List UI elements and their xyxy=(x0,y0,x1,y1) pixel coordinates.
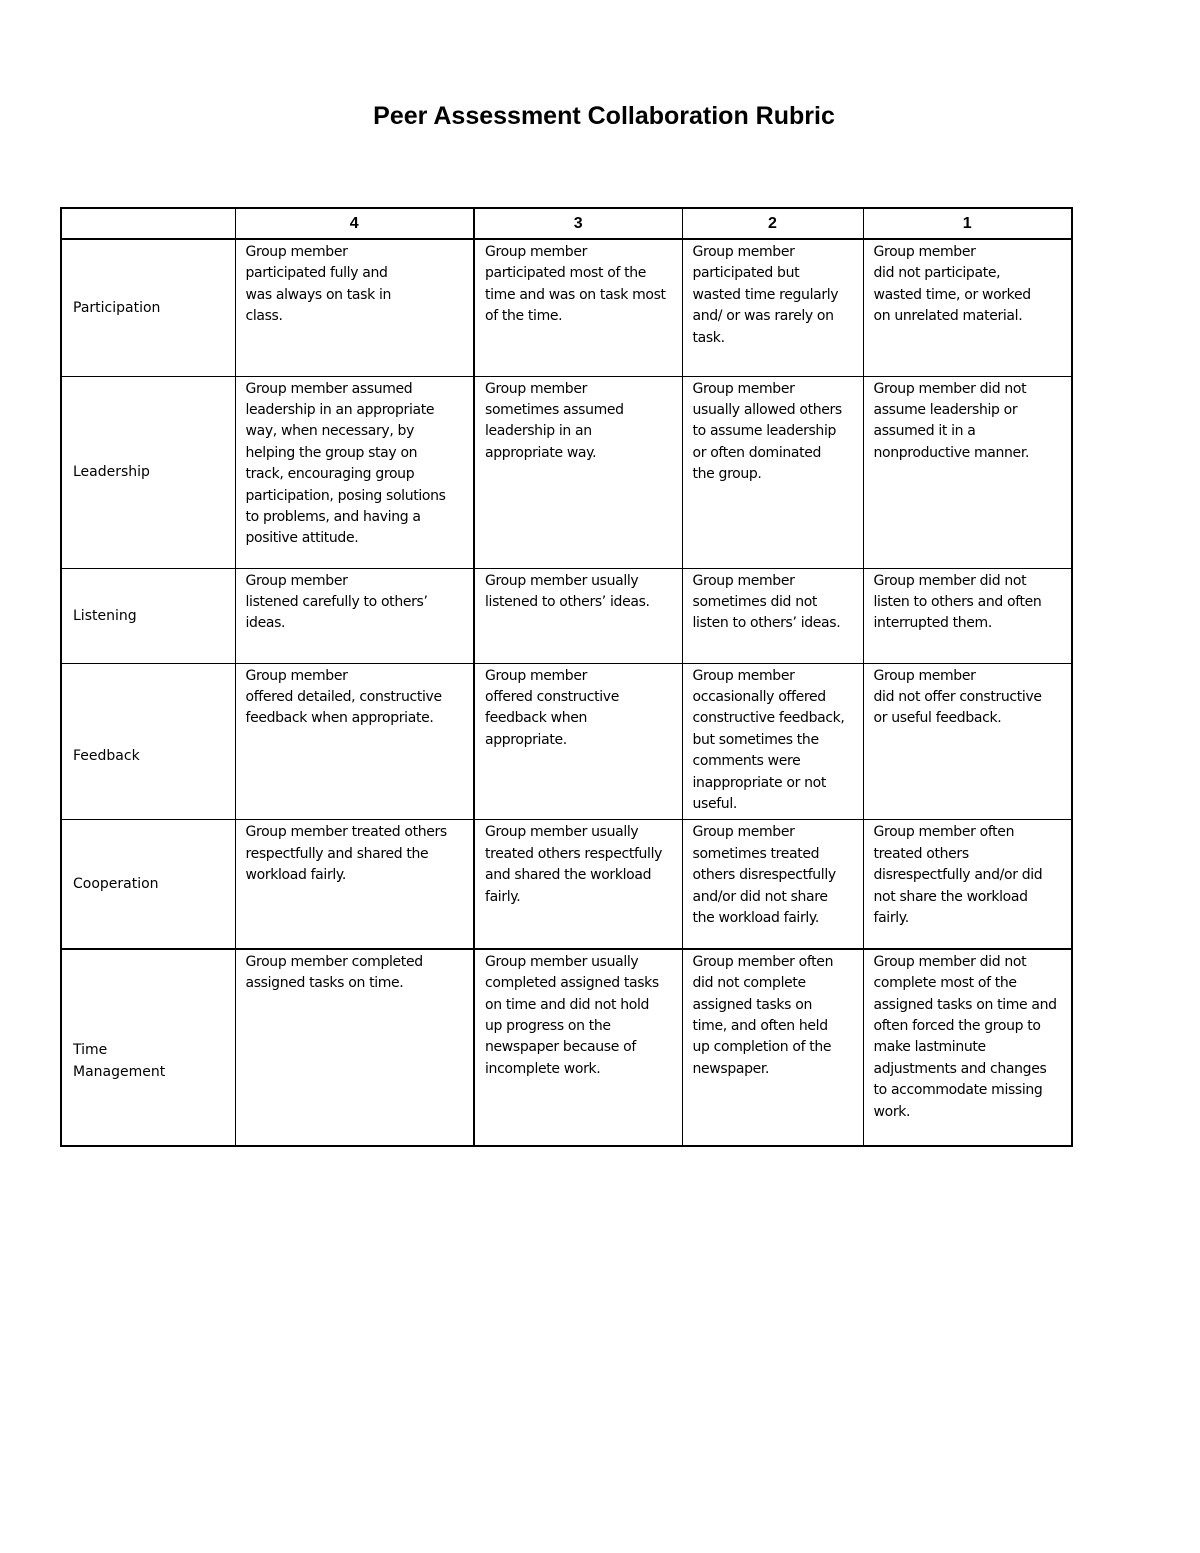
row-listening xyxy=(61,568,1072,663)
header-level-3: 3 xyxy=(474,208,682,239)
row-feedback xyxy=(61,663,1072,820)
listening-level-2: Group member sometimes did not listen to others’ ideas. xyxy=(682,568,863,663)
participation-level-1: Group member did not participate, wasted time, or worked on unrelated material. xyxy=(863,239,1072,376)
listening-level-4: Group member listened carefully to others’ ideas. xyxy=(235,568,474,663)
row-leadership xyxy=(61,376,1072,568)
listening-level-3: Group member usually listened to others’ ideas. xyxy=(474,568,682,663)
participation-level-3: Group member participated most of the time and was on task most of the time. xyxy=(474,239,682,376)
feedback-level-2: Group member occasionally offered constructive feedback, but sometimes the comments were inappropriate or not useful. xyxy=(682,663,863,820)
listening-level-1: Group member did not listen to others and often interrupted them. xyxy=(863,568,1072,663)
leadership-level-1: Group member did not assume leadership or assumed it in a nonproductive manner. xyxy=(863,376,1072,568)
cooperation-level-3: Group member usually treated others respectfully and shared the workload fairly. xyxy=(474,820,682,949)
cooperation-level-4: Group member treated others respectfully and shared the workload fairly. xyxy=(235,820,474,949)
page-title: Peer Assessment Collaboration Rubric xyxy=(373,102,835,130)
time-management-level-4: Group member completed assigned tasks on time. xyxy=(235,949,474,1146)
row-cooperation xyxy=(61,820,1072,949)
leadership-level-3: Group member sometimes assumed leadership in an appropriate way. xyxy=(474,376,682,568)
cooperation-level-1: Group member often treated others disrespectfully and/or did not share the workload fairly. xyxy=(863,820,1072,949)
feedback-level-4: Group member offered detailed, constructive feedback when appropriate. xyxy=(235,663,474,820)
feedback-level-1: Group member did not offer constructive or useful feedback. xyxy=(863,663,1072,820)
header-level-1: 1 xyxy=(863,208,1072,239)
participation-level-4: Group member participated fully and was always on task in class. xyxy=(235,239,474,376)
header-row xyxy=(61,208,1072,239)
leadership-level-4: Group member assumed leadership in an appropriate way, when necessary, by helping the group stay on track, encouraging group participation, posing solutions to problems, and having a positive attitude. xyxy=(235,376,474,568)
header-level-4: 4 xyxy=(235,208,474,239)
row-time-management xyxy=(61,949,1072,1146)
criterion-time-management: Time Management xyxy=(61,949,235,1146)
criterion-leadership: Leadership xyxy=(61,376,235,568)
participation-level-2: Group member participated but wasted time regularly and/ or was rarely on task. xyxy=(682,239,863,376)
criterion-cooperation: Cooperation xyxy=(61,820,235,949)
rubric-table xyxy=(60,207,1073,1147)
criterion-listening: Listening xyxy=(61,568,235,663)
time-management-level-2: Group member often did not complete assigned tasks on time, and often held up completion of the newspaper. xyxy=(682,949,863,1146)
criterion-participation: Participation xyxy=(61,239,235,376)
feedback-level-3: Group member offered constructive feedback when appropriate. xyxy=(474,663,682,820)
criterion-feedback: Feedback xyxy=(61,663,235,820)
time-management-level-3: Group member usually completed assigned tasks on time and did not hold up progress on the newspaper because of incomplete work. xyxy=(474,949,682,1146)
row-participation xyxy=(61,239,1072,376)
header-level-2: 2 xyxy=(682,208,863,239)
leadership-level-2: Group member usually allowed others to assume leadership or often dominated the group. xyxy=(682,376,863,568)
time-management-level-1: Group member did not complete most of the assigned tasks on time and often forced the group to make lastminute adjustments and changes to accommodate missing work. xyxy=(863,949,1072,1146)
cooperation-level-2: Group member sometimes treated others disrespectfully and/or did not share the workload fairly. xyxy=(682,820,863,949)
header-criterion-cell xyxy=(61,208,235,239)
